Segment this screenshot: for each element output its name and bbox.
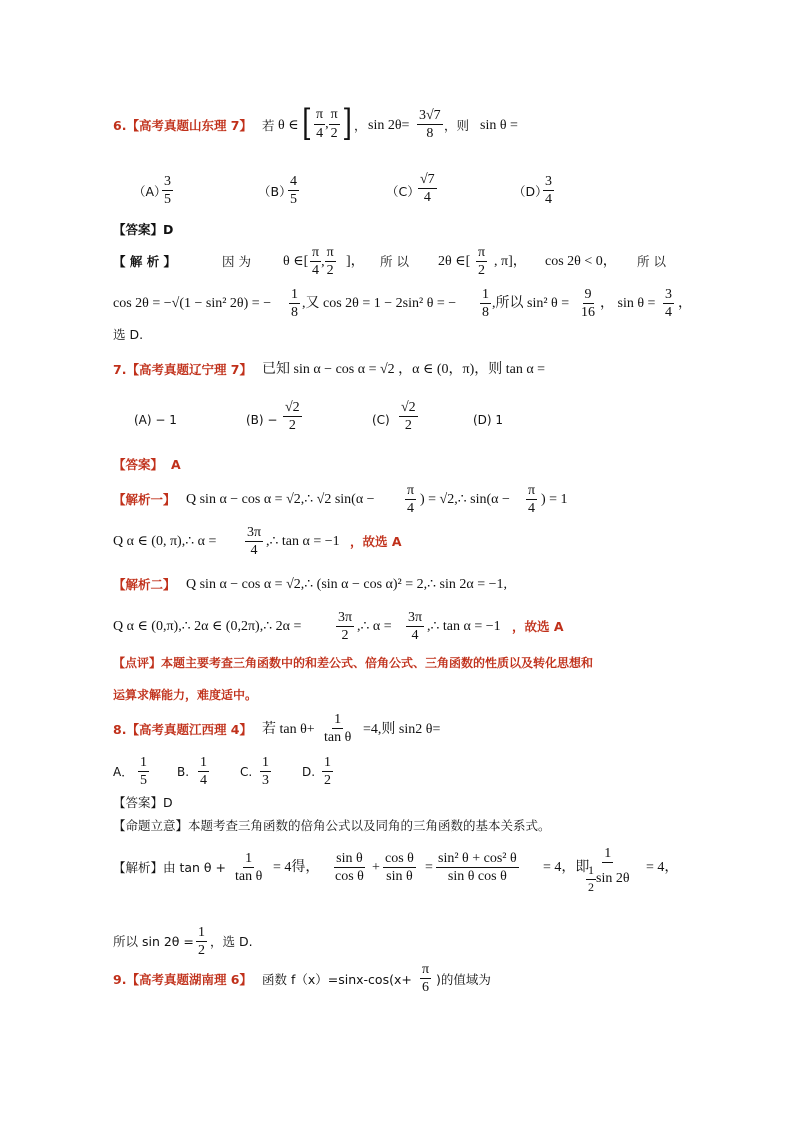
- q7-s1-a: Q sin α − cos α = √2,∴ √2 sin(α −: [186, 492, 375, 507]
- q8-option-d: $\frac{1}{2}$: [324, 755, 331, 789]
- q6-option-d: $\frac{3}{4}$: [545, 174, 552, 208]
- q9-label: 9.【高考真题湖南理 6】: [113, 972, 252, 987]
- q7-answer-value: A: [171, 457, 181, 472]
- q7-answer-label: 【答案】: [113, 457, 164, 472]
- q6-line2-a: cos 2θ = −√(1 − sin² 2θ) = −: [113, 296, 272, 311]
- q8-sol-frac2: $\frac{\text{sin θ}}{\text{cos θ}}$: [335, 851, 364, 885]
- q7-s2-frac2: $\frac{3\pi}{4}$: [408, 610, 423, 644]
- q6-option-a: $\frac{3}{5}$: [164, 174, 171, 208]
- q6-line2-d: ， sin θ =: [600, 296, 656, 311]
- q6-sol-g: cos 2θ < 0，: [545, 254, 617, 269]
- q7-s2-c: ,∴ α =: [357, 619, 392, 634]
- q7-option-a: (A) − 1: [134, 413, 177, 427]
- q6-sol-interval2: $\frac{\pi}{2}$: [478, 245, 486, 279]
- q8-sol-frac5: 1 $\frac{1}{2}$ sin 2θ: [588, 846, 630, 894]
- q6-interval: [ $\frac{\pi}{4}$ , $\frac{\pi}{2}$ ]: [302, 103, 352, 144]
- q6-sol-e: 2θ ∈[: [438, 254, 471, 269]
- q6-comma: ，: [354, 118, 367, 133]
- q8-intent-text: 【命题立意】本题考查三角函数的倍角公式以及同角的三角函数的基本关系式。: [113, 818, 551, 833]
- q7-option-b: $\frac{√2}{2}$: [285, 400, 300, 434]
- q6-option-c: $\frac{√7}{4}$: [420, 172, 435, 206]
- q7-s1-b: ) = √2,∴ sin(α −: [420, 492, 510, 507]
- q6-sol-f: , π]，: [494, 254, 527, 269]
- q8-option-b: $\frac{1}{4}$: [200, 755, 207, 789]
- q8-final-b: ，选 D.: [210, 934, 253, 949]
- q8-option-a: $\frac{1}{5}$: [140, 755, 147, 789]
- q7-comment-line2: 运算求解能力，难度适中。: [113, 688, 258, 702]
- q6-option-d-label: （D）: [513, 184, 548, 199]
- q6-theta-in: θ ∈: [278, 118, 299, 133]
- q8-label: 8.【高考真题江西理 4】: [113, 722, 252, 737]
- q8-sol-frac3: $\frac{\text{cos θ}}{\text{sin θ}}$: [385, 851, 414, 885]
- q6-option-b-label: （B）: [258, 184, 292, 199]
- q6-option-a-label: （A）: [133, 184, 167, 199]
- q7-s2-d: ,∴ tan α = −1: [427, 619, 501, 634]
- q8-sol-frac4: $\frac{\text{sin² θ + cos² θ}}{\text{sin θ cos θ}}$: [438, 851, 517, 885]
- q6-frac: $\frac{3√7}{8}$: [419, 108, 441, 142]
- q6-sol-h: 所 以: [637, 254, 666, 269]
- q8-sol-d: = 4，: [646, 860, 679, 875]
- q8-stem-frac: $\frac{1}{\text{tan θ}}$: [324, 712, 352, 746]
- q7-s1-label: 【解析一】: [113, 492, 176, 507]
- q6-frac-9-16: $\frac{9}{16}$: [581, 287, 595, 321]
- q7-stem-text: 已知 sin α − cos α = √2 ，α ∈ (0，π)，则 tan α =: [262, 362, 546, 377]
- q6-line2-b: ,又 cos 2θ = 1 − 2sin² θ = −: [302, 296, 457, 311]
- q9-stem-b: )的值域为: [436, 972, 491, 987]
- q7-s1-frac1: $\frac{\pi}{4}$: [407, 483, 415, 517]
- q6-sol-interval1: $\frac{\pi}{4}$ , $\frac{\pi}{2}$: [312, 245, 334, 279]
- q8-final-frac: $\frac{1}{2}$: [198, 925, 205, 959]
- q7-comment-line1: 【点评】本题主要考查三角函数中的和差公式、倍角公式、三角函数的性质以及转化思想和: [113, 656, 594, 670]
- q6-line2-e: ，: [678, 296, 692, 311]
- q7-option-c: $\frac{√2}{2}$: [401, 400, 416, 434]
- q7-s1-d: Q α ∈ (0, π),∴ α =: [113, 534, 217, 549]
- q7-s2-a: Q sin α − cos α = √2,∴ (sin α − cos α)² = 2,∴ sin 2α = −1,: [186, 577, 508, 592]
- q7-label: 7.【高考真题辽宁理 7】: [113, 362, 252, 377]
- q8-option-c: $\frac{1}{3}$: [262, 755, 269, 789]
- q7-s1-frac3: $\frac{3\pi}{4}$: [247, 525, 262, 559]
- q9-stem-a: 函数 f（x）=sinx-cos(x+: [262, 972, 412, 987]
- q6-sol-a: 因 为: [222, 254, 251, 269]
- q6-frac-3-4: $\frac{3}{4}$: [665, 287, 672, 321]
- q6-option-b: $\frac{4}{5}$: [290, 174, 297, 208]
- q6-option-c-label: （C）: [386, 184, 420, 199]
- q6-sol-b: θ ∈[: [283, 254, 309, 269]
- q7-s2-b: Q α ∈ (0,π),∴ 2α ∈ (0,2π),∴ 2α =: [113, 619, 302, 634]
- q6-line2-c: ,所以 sin² θ =: [492, 296, 570, 311]
- q7-option-c-label: (C): [372, 413, 390, 427]
- q7-s2-frac1: $\frac{3\pi}{2}$: [338, 610, 353, 644]
- q8-sol-frac1: $\frac{1}{\text{tan θ}}$: [235, 851, 263, 885]
- q8-sol-a: 【解析】由 tan θ +: [113, 860, 227, 875]
- q6-sol-c: ]，: [346, 254, 365, 269]
- q6-pick-text: 选 D.: [113, 327, 144, 342]
- q8-sol-plus: +: [372, 860, 380, 875]
- q7-s2-label: 【解析二】: [113, 577, 176, 592]
- q6-label: 6.【高考真题山东理 7】: [113, 118, 252, 133]
- q6-answer-text: 【答案】D: [113, 222, 174, 237]
- q9-stem-frac: $\frac{\pi}{6}$: [422, 962, 430, 996]
- q7-s1-f: ，故选 A: [350, 534, 402, 549]
- q8-stem-b: =4,则 sin2 θ=: [363, 722, 441, 737]
- q7-s2-e: ，故选 A: [512, 619, 564, 634]
- q6-then: ，则: [444, 118, 470, 133]
- q8-option-d-label: D.: [302, 765, 316, 779]
- q8-final-a: 所以 sin 2θ =: [113, 934, 194, 949]
- q7-s1-e: ,∴ tan α = −1: [266, 534, 340, 549]
- q6-frac-1-8a: $\frac{1}{8}$: [291, 287, 298, 321]
- q6-sol-label: 【 解 析 】: [113, 254, 177, 269]
- q6-frac-1-8b: $\frac{1}{8}$: [482, 287, 489, 321]
- q7-option-b-label: (B) −: [246, 413, 278, 427]
- q8-sol-c: = 4，即: [543, 860, 590, 875]
- q8-stem-a: 若 tan θ+: [262, 722, 315, 737]
- q7-s1-c: ) = 1: [541, 492, 568, 507]
- q6-prefix: 若: [262, 118, 275, 133]
- q8-answer-text: 【答案】D: [113, 795, 173, 810]
- q8-option-a-label: A．: [113, 765, 134, 779]
- q6-sin2t: sin 2θ=: [368, 118, 410, 133]
- q6-sol-d: 所 以: [380, 254, 409, 269]
- q8-option-c-label: C.: [240, 765, 253, 779]
- q8-sol-b: = 4得，: [273, 860, 320, 875]
- q7-option-d: (D) 1: [473, 413, 504, 427]
- q6-ask: sin θ =: [480, 118, 518, 133]
- q7-s1-frac2: $\frac{\pi}{4}$: [528, 483, 536, 517]
- q8-option-b-label: B.: [177, 765, 190, 779]
